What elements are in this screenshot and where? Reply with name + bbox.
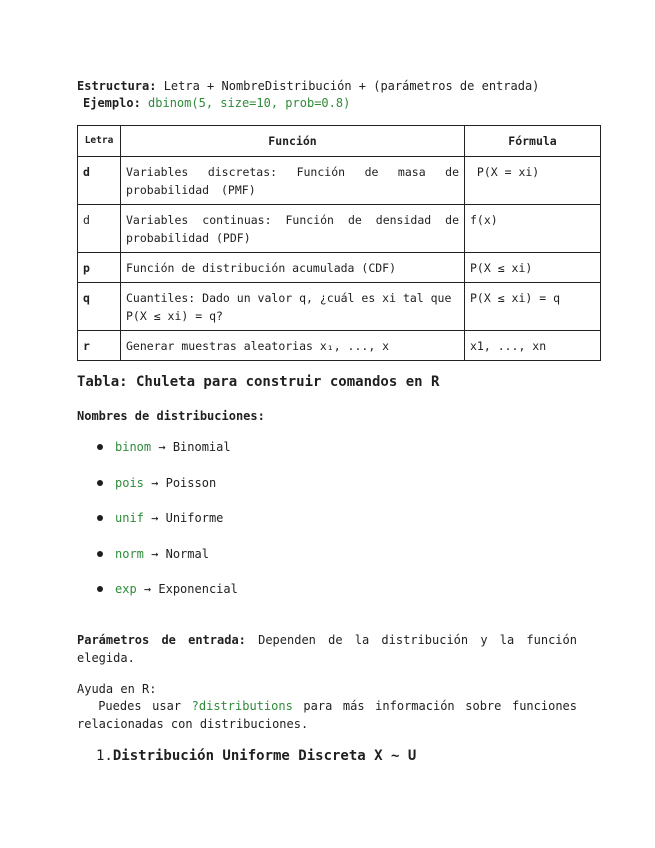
ayuda-paragraph bbox=[77, 697, 577, 733]
table-header-row bbox=[78, 126, 601, 157]
distribution-names-title: Nombres de distribuciones: bbox=[77, 409, 265, 423]
cell-formula: P(X = xi) bbox=[465, 157, 601, 205]
estructura-text: Letra + NombreDistribución + (parámetros de entrada) bbox=[156, 79, 540, 93]
header-funcion: Función bbox=[121, 126, 465, 157]
ejemplo-code: dbinom(5, size=10, prob=0.8) bbox=[148, 96, 351, 110]
dist-name: Binomial bbox=[172, 440, 231, 454]
section-title: Distribución Uniforme Discreta X ~ U bbox=[112, 748, 417, 764]
parametros-paragraph bbox=[77, 631, 577, 667]
cell-formula: P(X ≤ xi) = q bbox=[465, 283, 601, 331]
table-row bbox=[78, 253, 601, 283]
cell-funcion: Generar muestras aleatorias x₁, ..., x bbox=[121, 331, 465, 361]
ayuda-post: para más información sobre funciones relacionadas con distribuciones. bbox=[77, 699, 577, 731]
estructura-line bbox=[77, 79, 539, 93]
cell-formula: f(x) bbox=[465, 205, 601, 253]
header-letra: Letra bbox=[78, 126, 121, 157]
bullet-icon bbox=[97, 551, 103, 557]
cell-letra: d bbox=[78, 205, 121, 253]
dist-name: Uniforme bbox=[165, 511, 224, 526]
cheat-table bbox=[77, 125, 601, 361]
ejemplo-label: Ejemplo: bbox=[83, 96, 141, 110]
cell-letra: q bbox=[78, 283, 121, 331]
cell-formula: P(X ≤ xi) bbox=[465, 253, 601, 283]
arrow-icon: → bbox=[143, 546, 166, 561]
cell-formula: x1, ..., xn bbox=[465, 331, 601, 361]
bullet-icon bbox=[97, 444, 103, 450]
bullet-icon bbox=[97, 480, 103, 486]
bullet-icon bbox=[97, 586, 103, 592]
dist-code: pois bbox=[115, 475, 144, 490]
cell-letra: p bbox=[78, 253, 121, 283]
dist-name: Poisson bbox=[165, 475, 217, 490]
bullet-icon bbox=[97, 515, 103, 521]
arrow-icon: → bbox=[151, 440, 173, 454]
list-item bbox=[77, 504, 238, 540]
dist-code: norm bbox=[115, 546, 144, 561]
dist-code: exp bbox=[115, 582, 137, 597]
ayuda-code: ?distributions bbox=[191, 699, 293, 713]
table-row bbox=[78, 205, 601, 253]
section-heading bbox=[96, 748, 416, 764]
dist-code: binom bbox=[115, 440, 152, 454]
parametros-text: Dependen de la distribución y la función elegida. bbox=[77, 633, 577, 665]
cell-funcion: Variables continuas: Función de densidad de probabilidad (PDF) bbox=[121, 205, 465, 253]
ayuda-label: Ayuda en R: bbox=[77, 682, 157, 696]
list-item bbox=[77, 540, 238, 576]
estructura-label: Estructura: bbox=[77, 79, 157, 93]
cell-letra: r bbox=[78, 331, 121, 361]
list-item bbox=[77, 575, 238, 611]
dist-code: unif bbox=[115, 511, 144, 526]
cell-funcion: Cuantiles: Dado un valor q, ¿cuál es xi tal que P(X ≤ xi) = q? bbox=[121, 283, 465, 331]
table-row bbox=[78, 283, 601, 331]
dist-name: Normal bbox=[165, 546, 209, 561]
arrow-icon: → bbox=[136, 582, 159, 597]
ayuda-pre: Puedes usar bbox=[77, 699, 192, 713]
cell-letra: d bbox=[78, 157, 121, 205]
arrow-icon: → bbox=[143, 511, 166, 526]
cell-funcion: Variables discretas: Función de masa de probabilidad (PMF) bbox=[121, 157, 465, 205]
header-formula: Fórmula bbox=[465, 126, 601, 157]
parametros-label: Parámetros de entrada: bbox=[77, 633, 246, 647]
distribution-list bbox=[77, 433, 238, 611]
arrow-icon: → bbox=[143, 475, 166, 490]
cell-funcion: Función de distribución acumulada (CDF) bbox=[121, 253, 465, 283]
list-item bbox=[77, 433, 238, 469]
ejemplo-line bbox=[83, 96, 350, 110]
dist-name: Exponencial bbox=[158, 582, 238, 597]
section-number: 1. bbox=[96, 748, 113, 764]
table-caption: Tabla: Chuleta para construir comandos en R bbox=[77, 374, 440, 390]
table-row bbox=[78, 331, 601, 361]
table-row bbox=[78, 157, 601, 205]
list-item bbox=[77, 469, 238, 505]
